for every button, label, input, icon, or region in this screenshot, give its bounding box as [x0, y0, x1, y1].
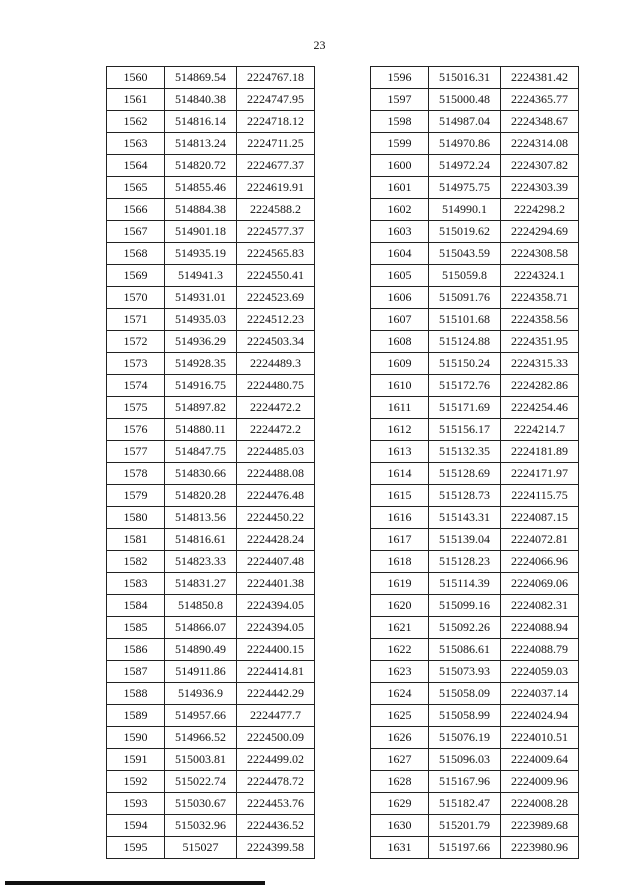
y-coordinate-cell: 2224428.24	[237, 529, 315, 551]
y-coordinate-cell: 2224503.34	[237, 331, 315, 353]
point-number-cell: 1599	[371, 133, 429, 155]
point-number-cell: 1560	[107, 67, 165, 89]
x-coordinate-cell: 515182.47	[429, 793, 501, 815]
x-coordinate-cell: 514855.46	[165, 177, 237, 199]
point-number-cell: 1601	[371, 177, 429, 199]
y-coordinate-cell: 2224351.95	[501, 331, 579, 353]
point-number-cell: 1618	[371, 551, 429, 573]
x-coordinate-cell: 514880.11	[165, 419, 237, 441]
y-coordinate-cell: 2224577.37	[237, 221, 315, 243]
table-row	[371, 749, 579, 771]
table-row	[107, 793, 315, 815]
y-coordinate-cell: 2224088.94	[501, 617, 579, 639]
table-row	[371, 221, 579, 243]
table-row	[107, 507, 315, 529]
y-coordinate-cell: 2224485.03	[237, 441, 315, 463]
point-number-cell: 1584	[107, 595, 165, 617]
y-coordinate-cell: 2224324.1	[501, 265, 579, 287]
x-coordinate-cell: 515150.24	[429, 353, 501, 375]
point-number-cell: 1598	[371, 111, 429, 133]
table-row	[371, 771, 579, 793]
x-coordinate-cell: 514972.24	[429, 155, 501, 177]
point-number-cell: 1569	[107, 265, 165, 287]
point-number-cell: 1566	[107, 199, 165, 221]
point-number-cell: 1593	[107, 793, 165, 815]
x-coordinate-cell: 515114.39	[429, 573, 501, 595]
x-coordinate-cell: 514975.75	[429, 177, 501, 199]
x-coordinate-cell: 515201.79	[429, 815, 501, 837]
point-number-cell: 1586	[107, 639, 165, 661]
table-row	[107, 199, 315, 221]
y-coordinate-cell: 2224069.06	[501, 573, 579, 595]
table-row	[371, 661, 579, 683]
y-coordinate-cell: 2224365.77	[501, 89, 579, 111]
table-row	[107, 375, 315, 397]
table-row	[371, 111, 579, 133]
x-coordinate-cell: 514987.04	[429, 111, 501, 133]
x-coordinate-cell: 515099.16	[429, 595, 501, 617]
x-coordinate-cell: 515101.68	[429, 309, 501, 331]
table-row	[107, 265, 315, 287]
table-row	[371, 309, 579, 331]
y-coordinate-cell: 2224059.03	[501, 661, 579, 683]
x-coordinate-cell: 515156.17	[429, 419, 501, 441]
table-row	[371, 243, 579, 265]
point-number-cell: 1578	[107, 463, 165, 485]
table-row	[371, 397, 579, 419]
x-coordinate-cell: 515000.48	[429, 89, 501, 111]
x-coordinate-cell: 514935.19	[165, 243, 237, 265]
x-coordinate-cell: 515043.59	[429, 243, 501, 265]
y-coordinate-cell: 2224500.09	[237, 727, 315, 749]
point-number-cell: 1606	[371, 287, 429, 309]
y-coordinate-cell: 2224009.96	[501, 771, 579, 793]
table-row	[371, 595, 579, 617]
y-coordinate-cell: 2224450.22	[237, 507, 315, 529]
y-coordinate-cell: 2224499.02	[237, 749, 315, 771]
y-coordinate-cell: 2224478.72	[237, 771, 315, 793]
table-row	[371, 419, 579, 441]
point-number-cell: 1587	[107, 661, 165, 683]
x-coordinate-cell: 514928.35	[165, 353, 237, 375]
table-row	[107, 133, 315, 155]
y-coordinate-cell: 2224381.42	[501, 67, 579, 89]
y-coordinate-cell: 2224314.08	[501, 133, 579, 155]
y-coordinate-cell: 2224181.89	[501, 441, 579, 463]
x-coordinate-cell: 514840.38	[165, 89, 237, 111]
table-row	[371, 705, 579, 727]
table-row	[371, 815, 579, 837]
x-coordinate-cell: 514820.72	[165, 155, 237, 177]
x-coordinate-cell: 515030.67	[165, 793, 237, 815]
y-coordinate-cell: 2224308.58	[501, 243, 579, 265]
x-coordinate-cell: 515019.62	[429, 221, 501, 243]
x-coordinate-cell: 515073.93	[429, 661, 501, 683]
x-coordinate-cell: 514935.03	[165, 309, 237, 331]
x-coordinate-cell: 515092.26	[429, 617, 501, 639]
x-coordinate-cell: 514831.27	[165, 573, 237, 595]
table-row	[107, 771, 315, 793]
point-number-cell: 1612	[371, 419, 429, 441]
x-coordinate-cell: 515139.04	[429, 529, 501, 551]
x-coordinate-cell: 514813.56	[165, 507, 237, 529]
table-row	[371, 837, 579, 859]
table-row	[107, 419, 315, 441]
point-number-cell: 1562	[107, 111, 165, 133]
x-coordinate-cell: 514911.86	[165, 661, 237, 683]
point-number-cell: 1565	[107, 177, 165, 199]
x-coordinate-cell: 514957.66	[165, 705, 237, 727]
y-coordinate-cell: 2224024.94	[501, 705, 579, 727]
table-row	[371, 177, 579, 199]
table-row	[107, 529, 315, 551]
x-coordinate-cell: 515091.76	[429, 287, 501, 309]
x-coordinate-cell: 514931.01	[165, 287, 237, 309]
point-number-cell: 1568	[107, 243, 165, 265]
table-row	[371, 331, 579, 353]
y-coordinate-cell: 2224523.69	[237, 287, 315, 309]
y-coordinate-cell: 2224115.75	[501, 485, 579, 507]
point-number-cell: 1609	[371, 353, 429, 375]
point-number-cell: 1583	[107, 573, 165, 595]
footer-rule	[5, 881, 265, 885]
table-row	[107, 397, 315, 419]
point-number-cell: 1582	[107, 551, 165, 573]
y-coordinate-cell: 2224400.15	[237, 639, 315, 661]
point-number-cell: 1625	[371, 705, 429, 727]
point-number-cell: 1573	[107, 353, 165, 375]
y-coordinate-cell: 2224767.18	[237, 67, 315, 89]
point-number-cell: 1597	[371, 89, 429, 111]
y-coordinate-cell: 2224718.12	[237, 111, 315, 133]
x-coordinate-cell: 514869.54	[165, 67, 237, 89]
table-row	[107, 89, 315, 111]
table-row	[107, 683, 315, 705]
x-coordinate-cell: 515172.76	[429, 375, 501, 397]
table-row	[107, 111, 315, 133]
x-coordinate-cell: 514901.18	[165, 221, 237, 243]
coordinates-table-right-body	[371, 67, 579, 859]
point-number-cell: 1615	[371, 485, 429, 507]
x-coordinate-cell: 514866.07	[165, 617, 237, 639]
point-number-cell: 1621	[371, 617, 429, 639]
table-row	[107, 221, 315, 243]
point-number-cell: 1608	[371, 331, 429, 353]
page-number: 23	[313, 38, 326, 52]
point-number-cell: 1624	[371, 683, 429, 705]
y-coordinate-cell: 2224677.37	[237, 155, 315, 177]
table-row	[371, 485, 579, 507]
point-number-cell: 1613	[371, 441, 429, 463]
x-coordinate-cell: 514820.28	[165, 485, 237, 507]
y-coordinate-cell: 2224399.58	[237, 837, 315, 859]
x-coordinate-cell: 515132.35	[429, 441, 501, 463]
x-coordinate-cell: 515124.88	[429, 331, 501, 353]
point-number-cell: 1579	[107, 485, 165, 507]
table-row	[107, 441, 315, 463]
table-row	[371, 617, 579, 639]
y-coordinate-cell: 2223989.68	[501, 815, 579, 837]
point-number-cell: 1629	[371, 793, 429, 815]
table-row	[107, 551, 315, 573]
table-row	[371, 155, 579, 177]
table-row	[371, 441, 579, 463]
table-row	[107, 463, 315, 485]
x-coordinate-cell: 515027	[165, 837, 237, 859]
point-number-cell: 1581	[107, 529, 165, 551]
table-row	[107, 837, 315, 859]
y-coordinate-cell: 2224082.31	[501, 595, 579, 617]
y-coordinate-cell: 2224009.64	[501, 749, 579, 771]
y-coordinate-cell: 2224307.82	[501, 155, 579, 177]
y-coordinate-cell: 2224171.97	[501, 463, 579, 485]
x-coordinate-cell: 514941.3	[165, 265, 237, 287]
table-row	[371, 89, 579, 111]
table-row	[107, 749, 315, 771]
table-row	[371, 551, 579, 573]
table-row	[107, 309, 315, 331]
table-row	[371, 375, 579, 397]
y-coordinate-cell: 2224282.86	[501, 375, 579, 397]
x-coordinate-cell: 515059.8	[429, 265, 501, 287]
point-number-cell: 1563	[107, 133, 165, 155]
y-coordinate-cell: 2224358.56	[501, 309, 579, 331]
point-number-cell: 1595	[107, 837, 165, 859]
table-row	[371, 507, 579, 529]
x-coordinate-cell: 514830.66	[165, 463, 237, 485]
y-coordinate-cell: 2224477.7	[237, 705, 315, 727]
x-coordinate-cell: 514936.29	[165, 331, 237, 353]
y-coordinate-cell: 2224315.33	[501, 353, 579, 375]
point-number-cell: 1594	[107, 815, 165, 837]
table-row	[371, 573, 579, 595]
point-number-cell: 1577	[107, 441, 165, 463]
point-number-cell: 1592	[107, 771, 165, 793]
y-coordinate-cell: 2224488.08	[237, 463, 315, 485]
y-coordinate-cell: 2224453.76	[237, 793, 315, 815]
y-coordinate-cell: 2224010.51	[501, 727, 579, 749]
table-row	[107, 67, 315, 89]
point-number-cell: 1622	[371, 639, 429, 661]
table-row	[371, 529, 579, 551]
point-number-cell: 1628	[371, 771, 429, 793]
table-row	[107, 155, 315, 177]
point-number-cell: 1604	[371, 243, 429, 265]
table-row	[107, 177, 315, 199]
table-row	[371, 199, 579, 221]
point-number-cell: 1574	[107, 375, 165, 397]
point-number-cell: 1580	[107, 507, 165, 529]
table-row	[107, 595, 315, 617]
y-coordinate-cell: 2224348.67	[501, 111, 579, 133]
x-coordinate-cell: 514823.33	[165, 551, 237, 573]
x-coordinate-cell: 514847.75	[165, 441, 237, 463]
x-coordinate-cell: 515167.96	[429, 771, 501, 793]
point-number-cell: 1571	[107, 309, 165, 331]
point-number-cell: 1631	[371, 837, 429, 859]
point-number-cell: 1617	[371, 529, 429, 551]
table-row	[107, 331, 315, 353]
x-coordinate-cell: 514850.8	[165, 595, 237, 617]
y-coordinate-cell: 2224214.7	[501, 419, 579, 441]
table-row	[371, 463, 579, 485]
point-number-cell: 1610	[371, 375, 429, 397]
y-coordinate-cell: 2224254.46	[501, 397, 579, 419]
table-row	[371, 727, 579, 749]
point-number-cell: 1588	[107, 683, 165, 705]
y-coordinate-cell: 2224414.81	[237, 661, 315, 683]
y-coordinate-cell: 2223980.96	[501, 837, 579, 859]
y-coordinate-cell: 2224008.28	[501, 793, 579, 815]
x-coordinate-cell: 514884.38	[165, 199, 237, 221]
point-number-cell: 1570	[107, 287, 165, 309]
x-coordinate-cell: 515032.96	[165, 815, 237, 837]
x-coordinate-cell: 514990.1	[429, 199, 501, 221]
x-coordinate-cell: 515128.23	[429, 551, 501, 573]
table-row	[107, 243, 315, 265]
point-number-cell: 1590	[107, 727, 165, 749]
point-number-cell: 1627	[371, 749, 429, 771]
point-number-cell: 1607	[371, 309, 429, 331]
y-coordinate-cell: 2224565.83	[237, 243, 315, 265]
point-number-cell: 1623	[371, 661, 429, 683]
y-coordinate-cell: 2224407.48	[237, 551, 315, 573]
table-row	[107, 353, 315, 375]
x-coordinate-cell: 515058.09	[429, 683, 501, 705]
table-row	[371, 639, 579, 661]
x-coordinate-cell: 515086.61	[429, 639, 501, 661]
table-row	[107, 727, 315, 749]
table-row	[107, 661, 315, 683]
y-coordinate-cell: 2224394.05	[237, 595, 315, 617]
y-coordinate-cell: 2224401.38	[237, 573, 315, 595]
y-coordinate-cell: 2224087.15	[501, 507, 579, 529]
y-coordinate-cell: 2224394.05	[237, 617, 315, 639]
point-number-cell: 1564	[107, 155, 165, 177]
y-coordinate-cell: 2224358.71	[501, 287, 579, 309]
x-coordinate-cell: 515003.81	[165, 749, 237, 771]
x-coordinate-cell: 514897.82	[165, 397, 237, 419]
point-number-cell: 1591	[107, 749, 165, 771]
y-coordinate-cell: 2224472.2	[237, 397, 315, 419]
x-coordinate-cell: 514816.14	[165, 111, 237, 133]
point-number-cell: 1567	[107, 221, 165, 243]
x-coordinate-cell: 515016.31	[429, 67, 501, 89]
x-coordinate-cell: 515076.19	[429, 727, 501, 749]
y-coordinate-cell: 2224037.14	[501, 683, 579, 705]
y-coordinate-cell: 2224619.91	[237, 177, 315, 199]
y-coordinate-cell: 2224442.29	[237, 683, 315, 705]
y-coordinate-cell: 2224294.69	[501, 221, 579, 243]
point-number-cell: 1611	[371, 397, 429, 419]
x-coordinate-cell: 515143.31	[429, 507, 501, 529]
point-number-cell: 1614	[371, 463, 429, 485]
point-number-cell: 1585	[107, 617, 165, 639]
table-row	[371, 287, 579, 309]
point-number-cell: 1600	[371, 155, 429, 177]
y-coordinate-cell: 2224747.95	[237, 89, 315, 111]
coordinates-table-left	[106, 66, 315, 859]
x-coordinate-cell: 514816.61	[165, 529, 237, 551]
y-coordinate-cell: 2224298.2	[501, 199, 579, 221]
point-number-cell: 1572	[107, 331, 165, 353]
point-number-cell: 1626	[371, 727, 429, 749]
table-row	[107, 639, 315, 661]
point-number-cell: 1603	[371, 221, 429, 243]
x-coordinate-cell: 514813.24	[165, 133, 237, 155]
x-coordinate-cell: 514890.49	[165, 639, 237, 661]
x-coordinate-cell: 514970.86	[429, 133, 501, 155]
y-coordinate-cell: 2224066.96	[501, 551, 579, 573]
table-row	[107, 815, 315, 837]
y-coordinate-cell: 2224476.48	[237, 485, 315, 507]
y-coordinate-cell: 2224072.81	[501, 529, 579, 551]
y-coordinate-cell: 2224303.39	[501, 177, 579, 199]
point-number-cell: 1620	[371, 595, 429, 617]
point-number-cell: 1605	[371, 265, 429, 287]
point-number-cell: 1596	[371, 67, 429, 89]
table-row	[107, 705, 315, 727]
x-coordinate-cell: 515128.73	[429, 485, 501, 507]
x-coordinate-cell: 515171.69	[429, 397, 501, 419]
y-coordinate-cell: 2224588.2	[237, 199, 315, 221]
x-coordinate-cell: 514916.75	[165, 375, 237, 397]
table-row	[107, 485, 315, 507]
x-coordinate-cell: 515096.03	[429, 749, 501, 771]
y-coordinate-cell: 2224512.23	[237, 309, 315, 331]
table-row	[371, 67, 579, 89]
x-coordinate-cell: 515128.69	[429, 463, 501, 485]
point-number-cell: 1630	[371, 815, 429, 837]
coordinates-table-right	[370, 66, 579, 859]
x-coordinate-cell: 515058.99	[429, 705, 501, 727]
table-row	[107, 617, 315, 639]
point-number-cell: 1575	[107, 397, 165, 419]
y-coordinate-cell: 2224711.25	[237, 133, 315, 155]
y-coordinate-cell: 2224489.3	[237, 353, 315, 375]
table-row	[371, 133, 579, 155]
table-row	[107, 573, 315, 595]
x-coordinate-cell: 515022.74	[165, 771, 237, 793]
table-row	[371, 265, 579, 287]
coordinates-table-left-body	[107, 67, 315, 859]
x-coordinate-cell: 515197.66	[429, 837, 501, 859]
point-number-cell: 1602	[371, 199, 429, 221]
x-coordinate-cell: 514936.9	[165, 683, 237, 705]
point-number-cell: 1616	[371, 507, 429, 529]
table-row	[107, 287, 315, 309]
y-coordinate-cell: 2224550.41	[237, 265, 315, 287]
y-coordinate-cell: 2224472.2	[237, 419, 315, 441]
table-row	[371, 683, 579, 705]
point-number-cell: 1619	[371, 573, 429, 595]
x-coordinate-cell: 514966.52	[165, 727, 237, 749]
y-coordinate-cell: 2224480.75	[237, 375, 315, 397]
y-coordinate-cell: 2224088.79	[501, 639, 579, 661]
point-number-cell: 1589	[107, 705, 165, 727]
point-number-cell: 1576	[107, 419, 165, 441]
table-row	[371, 353, 579, 375]
table-row	[371, 793, 579, 815]
y-coordinate-cell: 2224436.52	[237, 815, 315, 837]
point-number-cell: 1561	[107, 89, 165, 111]
